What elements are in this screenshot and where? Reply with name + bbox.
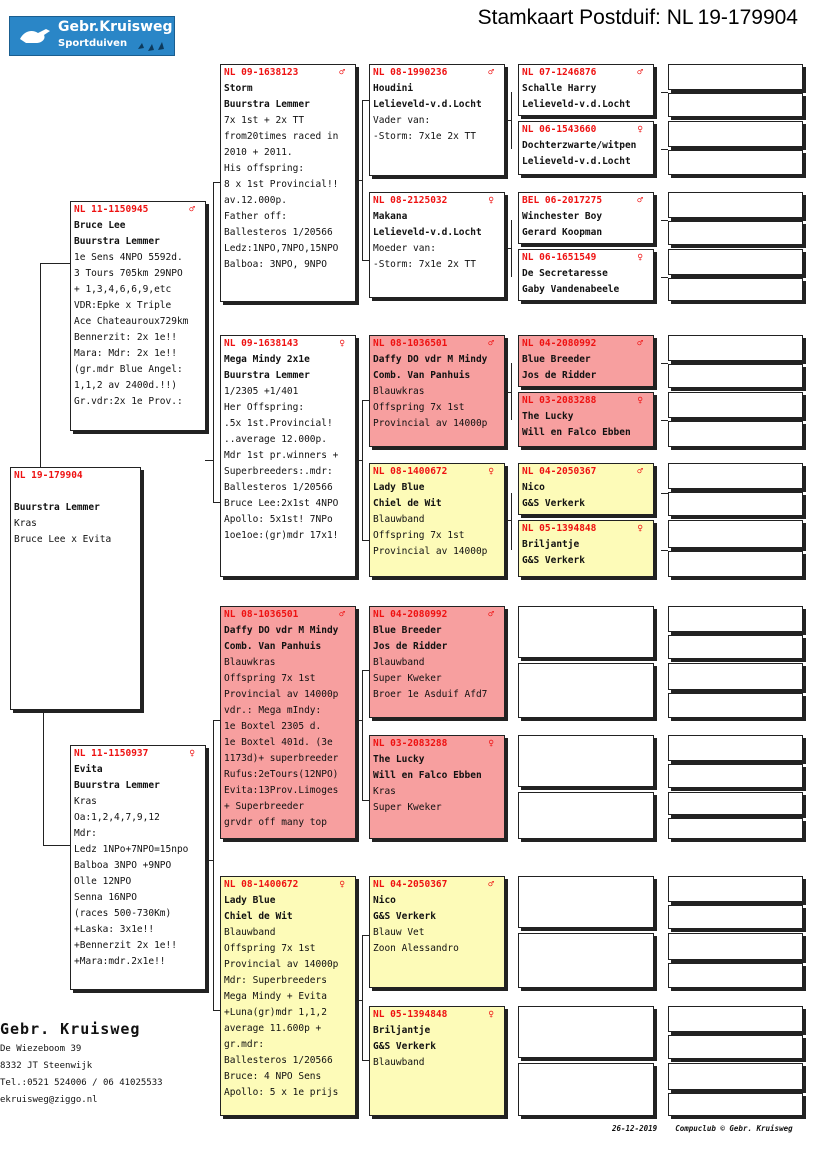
pedigree-card-fmf[interactable] bbox=[369, 335, 505, 447]
owner-name: G&S Verkerk bbox=[373, 1041, 436, 1052]
connector bbox=[511, 220, 512, 277]
info-line: Super Kweker bbox=[373, 673, 442, 684]
ring-number: NL 04-2080992 ♂ bbox=[522, 336, 653, 352]
pigeon-name: Daffy DO vdr M Mindy bbox=[224, 625, 339, 636]
empty-card[interactable] bbox=[668, 463, 803, 489]
pedigree-card-g2[interactable] bbox=[518, 121, 654, 175]
info-line: Vader van: bbox=[373, 115, 431, 126]
owner-block bbox=[0, 1020, 163, 1109]
info-line: Kras bbox=[74, 796, 97, 807]
connector bbox=[362, 670, 363, 800]
empty-card[interactable] bbox=[668, 121, 803, 147]
ring-number: NL 06-1651549 ♀ bbox=[522, 250, 653, 266]
ring-number: NL 04-2050367 ♂ bbox=[522, 464, 653, 480]
info-line: Mdr: bbox=[74, 828, 97, 839]
info-line: Blauwband bbox=[373, 1057, 425, 1068]
ring-number: NL 09-1638143 ♀ bbox=[224, 336, 355, 352]
info-line: Superbreeders:.mdr: bbox=[224, 466, 333, 477]
info-line: (races 500-730Km) bbox=[74, 908, 172, 919]
pedigree-card-mm[interactable] bbox=[220, 876, 356, 1116]
empty-card[interactable] bbox=[668, 64, 803, 90]
owner-name: Will en Falco Ebben bbox=[373, 770, 482, 781]
info-line: Moeder van: bbox=[373, 243, 436, 254]
connector bbox=[355, 720, 362, 721]
pedigree-card-mfm[interactable] bbox=[369, 735, 505, 839]
empty-card[interactable] bbox=[668, 1093, 803, 1116]
ring-number: NL 04-2050367 ♂ bbox=[373, 877, 504, 893]
owner-name: Buurstra Lemmer bbox=[224, 99, 310, 110]
empty-card[interactable] bbox=[668, 551, 803, 577]
connector bbox=[504, 248, 511, 249]
pigeon-name: Houdini bbox=[373, 83, 414, 94]
empty-card[interactable] bbox=[668, 1035, 803, 1059]
pedigree-card-mf[interactable] bbox=[220, 606, 356, 839]
empty-card[interactable] bbox=[668, 278, 803, 301]
info-line: Apollo: 5 x 1e prijs bbox=[224, 1087, 339, 1098]
empty-card[interactable] bbox=[668, 933, 803, 960]
info-line: Kras bbox=[373, 786, 396, 797]
owner-name: Lelieveld-v.d.Locht bbox=[373, 227, 482, 238]
empty-card[interactable] bbox=[518, 1006, 654, 1058]
empty-card[interactable] bbox=[668, 392, 803, 418]
info-line: Kras bbox=[14, 518, 37, 529]
empty-card[interactable] bbox=[518, 663, 654, 718]
connector bbox=[213, 502, 220, 503]
info-line: Senna 16NPO bbox=[74, 892, 137, 903]
owner-name: Comb. Van Panhuis bbox=[373, 370, 471, 381]
connector bbox=[362, 670, 369, 671]
info-line: +Mara:mdr.2x1e!! bbox=[74, 956, 166, 967]
info-line: Olle 12NPO bbox=[74, 876, 132, 887]
female-icon: ♀ bbox=[488, 738, 494, 749]
ring-number: BEL 06-2017275 ♂ bbox=[522, 193, 653, 209]
info-line: Bruce Lee x Evita bbox=[14, 534, 112, 545]
ring-number: NL 03-2083288 ♀ bbox=[373, 736, 504, 752]
connector bbox=[362, 400, 363, 540]
pedigree-card-g5[interactable] bbox=[518, 335, 654, 387]
connector bbox=[661, 92, 668, 93]
ring-number: NL 11-1150945 ♂ bbox=[74, 202, 205, 218]
connector bbox=[661, 420, 668, 421]
empty-card[interactable] bbox=[668, 249, 803, 275]
female-icon: ♀ bbox=[189, 748, 195, 759]
female-icon: ♀ bbox=[339, 879, 345, 890]
ring-number: NL 08-1990236 ♂ bbox=[373, 65, 504, 81]
empty-card[interactable] bbox=[668, 93, 803, 117]
ring-number: NL 08-2125032 ♀ bbox=[373, 193, 504, 209]
pigeon-name: Storm bbox=[224, 83, 253, 94]
info-line: Ledz:1NPO,7NPO,15NPO bbox=[224, 243, 339, 254]
pedigree-card-subject[interactable] bbox=[10, 467, 141, 710]
pedigree-card-ff[interactable] bbox=[220, 64, 356, 302]
info-line: Ballesteros 1/20566 bbox=[224, 227, 333, 238]
empty-card[interactable] bbox=[668, 693, 803, 718]
ring-number: NL 06-1543660 ♀ bbox=[522, 122, 653, 138]
owner-name: Gerard Koopman bbox=[522, 227, 603, 238]
male-icon: ♂ bbox=[339, 609, 345, 620]
empty-card[interactable] bbox=[518, 792, 654, 839]
owner-name: Jos de Ridder bbox=[522, 370, 597, 381]
info-line: Bruce Lee:2x1st 4NPO bbox=[224, 498, 339, 509]
info-line: Provincial av 14000p bbox=[373, 418, 488, 429]
info-line: Ballesteros 1/20566 bbox=[224, 1055, 333, 1066]
connector bbox=[661, 277, 668, 278]
owner-name: Chiel de Wit bbox=[224, 911, 293, 922]
pedigree-card-fmm[interactable] bbox=[369, 463, 505, 577]
pedigree-card-ffm[interactable] bbox=[369, 192, 505, 298]
logo-subtitle: Sportduiven bbox=[58, 38, 128, 49]
pigeon-name: Mega Mindy 2x1e bbox=[224, 354, 310, 365]
owner-name: Buurstra Lemmer bbox=[74, 236, 160, 247]
pigeon-icon bbox=[18, 25, 52, 47]
footer bbox=[612, 1124, 793, 1133]
info-line: 1e Boxtel 401d. (3e bbox=[224, 737, 333, 748]
ring-number: NL 03-2083288 ♀ bbox=[522, 393, 653, 409]
male-icon: ♂ bbox=[488, 67, 494, 78]
info-line: + Superbreeder bbox=[224, 801, 305, 812]
owner-name: G&S Verkerk bbox=[373, 911, 436, 922]
empty-card[interactable] bbox=[668, 221, 803, 245]
info-line: His offspring: bbox=[224, 163, 305, 174]
info-line: Her Offspring: bbox=[224, 402, 305, 413]
pigeon-name: Briljantje bbox=[522, 539, 580, 550]
ring-number: NL 08-1036501 ♂ bbox=[373, 336, 504, 352]
info-line: Bruce: 4 NPO Sens bbox=[224, 1071, 322, 1082]
pigeon-name: Dochterzwarte/witpen bbox=[522, 140, 637, 151]
pedigree-card-mmm[interactable] bbox=[369, 1006, 505, 1116]
info-line: 1173d)+ superbreeder bbox=[224, 753, 339, 764]
pedigree-card-fff[interactable] bbox=[369, 64, 505, 176]
ring-number: NL 08-1400672 ♀ bbox=[224, 877, 355, 893]
info-line: Broer 1e Asduif Afd7 bbox=[373, 689, 488, 700]
owner-name: Buurstra Lemmer bbox=[14, 502, 100, 513]
info-line: Balboa 3NPO +9NPO bbox=[74, 860, 172, 871]
connector bbox=[504, 120, 511, 121]
info-line: +Laska: 3x1e!! bbox=[74, 924, 155, 935]
pigeon-name: Daffy DO vdr M Mindy bbox=[373, 354, 488, 365]
title-prefix: Stamkaart Postduif: NL bbox=[477, 6, 694, 29]
owner-name: Buurstra Lemmer bbox=[74, 780, 160, 791]
pigeon-name: Nico bbox=[373, 895, 396, 906]
info-line: Rufus:2eTours(12NPO) bbox=[224, 769, 339, 780]
owner-name: Lelieveld-v.d.Locht bbox=[522, 156, 631, 167]
empty-card[interactable] bbox=[668, 421, 803, 447]
connector bbox=[504, 520, 511, 521]
empty-card[interactable] bbox=[518, 1063, 654, 1116]
empty-card[interactable] bbox=[668, 635, 803, 659]
female-icon: ♀ bbox=[488, 466, 494, 477]
ring-number: NL 08-1036501 ♂ bbox=[224, 607, 355, 623]
ring-number: NL 19-179904 bbox=[14, 470, 83, 481]
connector bbox=[362, 260, 369, 261]
info-line: +Luna(gr)mdr 1,1,2 bbox=[224, 1007, 327, 1018]
connector bbox=[213, 182, 214, 502]
empty-card[interactable] bbox=[668, 663, 803, 690]
empty-card[interactable] bbox=[668, 1063, 803, 1090]
info-line: 1e Sens 4NPO 5592d. bbox=[74, 252, 183, 263]
phone-line: Tel.:0521 524006 / 06 41025533 bbox=[0, 1078, 163, 1088]
empty-card[interactable] bbox=[668, 764, 803, 788]
connector bbox=[511, 363, 512, 420]
connector bbox=[362, 400, 369, 401]
empty-card[interactable] bbox=[668, 192, 803, 218]
empty-card[interactable] bbox=[518, 933, 654, 988]
female-icon: ♀ bbox=[488, 195, 494, 206]
info-line: Blauwband bbox=[373, 657, 425, 668]
male-icon: ♂ bbox=[637, 195, 643, 206]
club-logo bbox=[9, 16, 175, 56]
female-icon: ♀ bbox=[637, 252, 643, 263]
info-line: Bennerzit: 2x 1e!! bbox=[74, 332, 177, 343]
empty-card[interactable] bbox=[668, 335, 803, 361]
connector bbox=[511, 92, 512, 149]
ring-number: NL 05-1394848 ♀ bbox=[373, 1007, 504, 1023]
info-line: Blauwkras bbox=[373, 386, 425, 397]
connector bbox=[205, 460, 213, 461]
info-line: Mdr: Superbreeders bbox=[224, 975, 327, 986]
connector bbox=[661, 493, 668, 494]
connector bbox=[511, 493, 512, 550]
pigeon-name: The Lucky bbox=[522, 411, 574, 422]
ring-number: NL 08-1400672 ♀ bbox=[373, 464, 504, 480]
empty-card[interactable] bbox=[668, 876, 803, 902]
connector bbox=[43, 845, 70, 846]
connector bbox=[40, 263, 70, 264]
pedigree-card-fm[interactable] bbox=[220, 335, 356, 577]
male-icon: ♂ bbox=[488, 609, 494, 620]
male-icon: ♂ bbox=[488, 338, 494, 349]
connector bbox=[362, 540, 369, 541]
info-line: Mdr 1st pr.winners + bbox=[224, 450, 339, 461]
pigeon-name: Makana bbox=[373, 211, 408, 222]
owner-name: G&S Verkerk bbox=[522, 498, 585, 509]
pedigree-card-g7[interactable] bbox=[518, 463, 654, 515]
owner-name: G&S Verkerk bbox=[522, 555, 585, 566]
info-line: 1oe1oe:(gr)mdr 17x1! bbox=[224, 530, 339, 541]
empty-card[interactable] bbox=[668, 364, 803, 388]
info-line: vdr.: Mega mIndy: bbox=[224, 705, 322, 716]
info-line: 3 Tours 705km 29NPO bbox=[74, 268, 183, 279]
empty-card[interactable] bbox=[668, 1006, 803, 1032]
connector bbox=[40, 263, 41, 468]
pigeon-name: Lady Blue bbox=[373, 482, 425, 493]
info-line: gr.mdr: bbox=[224, 1039, 265, 1050]
empty-card[interactable] bbox=[518, 876, 654, 928]
female-icon: ♀ bbox=[488, 1009, 494, 1020]
info-line: Offspring 7x 1st bbox=[373, 530, 465, 541]
connector bbox=[362, 1060, 369, 1061]
owner-title: Gebr. Kruisweg bbox=[0, 1020, 141, 1038]
info-line: Gr.vdr:2x 1e Prov.: bbox=[74, 396, 183, 407]
empty-card[interactable] bbox=[668, 606, 803, 632]
info-line: Blauwband bbox=[373, 514, 425, 525]
owner-name: Jos de Ridder bbox=[373, 641, 448, 652]
owner-name: Gaby Vandenabeele bbox=[522, 284, 620, 295]
info-line: Apollo: 5x1st! 7NPo bbox=[224, 514, 333, 525]
connector bbox=[213, 1010, 220, 1011]
ring-number: NL 05-1394848 ♀ bbox=[522, 521, 653, 537]
info-line: 1e Boxtel 2305 d. bbox=[224, 721, 322, 732]
pigeon-name: Schalle Harry bbox=[522, 83, 597, 94]
male-icon: ♂ bbox=[637, 338, 643, 349]
pigeon-name: Bruce Lee bbox=[74, 220, 126, 231]
connector bbox=[205, 860, 213, 861]
owner-name: Chiel de Wit bbox=[373, 498, 442, 509]
male-icon: ♂ bbox=[189, 204, 195, 215]
info-line: Blauw Vet bbox=[373, 927, 425, 938]
flock-icon bbox=[136, 39, 168, 53]
info-line: Mega Mindy + Evita bbox=[224, 991, 327, 1002]
ring-number: NL 09-1638123 ♂ bbox=[224, 65, 355, 81]
empty-card[interactable] bbox=[668, 150, 803, 175]
connector bbox=[362, 800, 369, 801]
connector bbox=[362, 100, 369, 101]
ring-number: NL 11-1150937 ♀ bbox=[74, 746, 205, 762]
connector bbox=[43, 710, 44, 845]
connector bbox=[213, 720, 220, 721]
info-line: 2010 + 2011. bbox=[224, 147, 293, 158]
info-line: Evita:13Prov.Limoges bbox=[224, 785, 339, 796]
info-line: Blauwkras bbox=[224, 657, 276, 668]
info-line: Blauwband bbox=[224, 927, 276, 938]
empty-card[interactable] bbox=[668, 520, 803, 548]
owner-name: Buurstra Lemmer bbox=[224, 370, 310, 381]
info-line: Mara: Mdr: 2x 1e!! bbox=[74, 348, 177, 359]
info-line: 7x 1st + 2x TT bbox=[224, 115, 305, 126]
pigeon-name: Nico bbox=[522, 482, 545, 493]
pigeon-name: Winchester Boy bbox=[522, 211, 603, 222]
male-icon: ♂ bbox=[339, 67, 345, 78]
email-line[interactable]: ekruisweg@ziggo.nl bbox=[0, 1095, 98, 1105]
info-line: 1,1,2 av 2400d.!!) bbox=[74, 380, 177, 391]
connector bbox=[213, 720, 214, 1010]
pedigree-card-mff[interactable] bbox=[369, 606, 505, 718]
info-line: av.12.000p. bbox=[224, 195, 287, 206]
connector bbox=[355, 1000, 362, 1001]
info-line: + 1,3,4,6,6,9,etc bbox=[74, 284, 172, 295]
info-line: Offspring 7x 1st bbox=[224, 943, 316, 954]
empty-card[interactable] bbox=[668, 492, 803, 516]
owner-name: Lelieveld-v.d.Locht bbox=[373, 99, 482, 110]
info-line: Father off: bbox=[224, 211, 287, 222]
connector bbox=[661, 220, 668, 221]
male-icon: ♂ bbox=[637, 466, 643, 477]
info-line: 8 x 1st Provincial!! bbox=[224, 179, 339, 190]
title-ring: 19-179904 bbox=[697, 6, 798, 29]
info-line: Super Kweker bbox=[373, 802, 442, 813]
pedigree-card-mmf[interactable] bbox=[369, 876, 505, 988]
info-line: Provincial av 14000p bbox=[373, 546, 488, 557]
info-line: Provincial av 14000p bbox=[224, 689, 339, 700]
info-line: (gr.mdr Blue Angel: bbox=[74, 364, 183, 375]
address-line: De Wiezeboom 39 bbox=[0, 1044, 82, 1054]
pedigree-card-g4[interactable] bbox=[518, 249, 654, 301]
female-icon: ♀ bbox=[339, 338, 345, 349]
info-line: grvdr off many top bbox=[224, 817, 327, 828]
info-line: Offspring 7x 1st bbox=[224, 673, 316, 684]
connector bbox=[213, 182, 220, 183]
info-line: Ace Chateauroux729km bbox=[74, 316, 189, 327]
empty-card[interactable] bbox=[668, 735, 803, 761]
connector bbox=[355, 180, 362, 181]
connector bbox=[661, 149, 668, 150]
info-line: average 11.600p + bbox=[224, 1023, 322, 1034]
info-line: Ledz 1NPo+7NPO=15npo bbox=[74, 844, 189, 855]
pigeon-name: The Lucky bbox=[373, 754, 425, 765]
ring-number: NL 07-1246876 ♂ bbox=[522, 65, 653, 81]
connector bbox=[661, 363, 668, 364]
info-line: Ballesteros 1/20566 bbox=[224, 482, 333, 493]
connector bbox=[661, 550, 668, 551]
pedigree-card-g8[interactable] bbox=[518, 520, 654, 577]
female-icon: ♀ bbox=[637, 124, 643, 135]
logo-name: Gebr.Kruisweg bbox=[58, 19, 173, 35]
pigeon-name: De Secretaresse bbox=[522, 268, 608, 279]
connector bbox=[362, 935, 363, 1060]
info-line: 1/2305 +1/401 bbox=[224, 386, 299, 397]
male-icon: ♂ bbox=[488, 879, 494, 890]
footer-date: 26-12-2019 bbox=[612, 1124, 658, 1133]
info-line: -Storm: 7x1e 2x TT bbox=[373, 259, 476, 270]
owner-name: Lelieveld-v.d.Locht bbox=[522, 99, 631, 110]
info-line: -Storm: 7x1e 2x TT bbox=[373, 131, 476, 142]
pigeon-name: Evita bbox=[74, 764, 103, 775]
female-icon: ♀ bbox=[637, 523, 643, 534]
connector bbox=[355, 460, 362, 461]
info-line: VDR:Epke x Triple bbox=[74, 300, 172, 311]
info-line: +Bennerzit 2x 1e!! bbox=[74, 940, 177, 951]
pedigree-card-g1[interactable] bbox=[518, 64, 654, 116]
info-line: Oa:1,2,4,7,9,12 bbox=[74, 812, 160, 823]
connector bbox=[362, 100, 363, 260]
male-icon: ♂ bbox=[637, 67, 643, 78]
page-title bbox=[474, 6, 798, 30]
empty-card[interactable] bbox=[668, 792, 803, 815]
info-line: ..average 12.000p. bbox=[224, 434, 327, 445]
info-line: .5x 1st.Provincial! bbox=[224, 418, 333, 429]
info-line: Zoon Alessandro bbox=[373, 943, 459, 954]
pedigree-card-father[interactable] bbox=[70, 201, 206, 431]
connector bbox=[362, 935, 369, 936]
owner-name: Comb. Van Panhuis bbox=[224, 641, 322, 652]
ring-number: NL 04-2080992 ♂ bbox=[373, 607, 504, 623]
owner-name: Will en Falco Ebben bbox=[522, 427, 631, 438]
pigeon-name: Briljantje bbox=[373, 1025, 431, 1036]
pedigree-card-g6[interactable] bbox=[518, 392, 654, 447]
pedigree-card-g3[interactable] bbox=[518, 192, 654, 244]
pigeon-name: Blue Breeder bbox=[373, 625, 442, 636]
footer-credit: Compuclub © Gebr. Kruisweg bbox=[675, 1124, 793, 1133]
empty-card[interactable] bbox=[518, 735, 654, 787]
empty-card[interactable] bbox=[668, 818, 803, 839]
pigeon-name: Lady Blue bbox=[224, 895, 276, 906]
pedigree-card-mother[interactable] bbox=[70, 745, 206, 990]
info-line: Offspring 7x 1st bbox=[373, 402, 465, 413]
empty-card[interactable] bbox=[668, 963, 803, 988]
info-line: Provincial av 14000p bbox=[224, 959, 339, 970]
empty-card[interactable] bbox=[518, 606, 654, 658]
postal-line: 8332 JT Steenwijk bbox=[0, 1061, 93, 1071]
connector bbox=[504, 392, 511, 393]
empty-card[interactable] bbox=[668, 905, 803, 929]
info-line: Balboa: 3NPO, 9NPO bbox=[224, 259, 327, 270]
female-icon: ♀ bbox=[637, 395, 643, 406]
pigeon-name: Blue Breeder bbox=[522, 354, 591, 365]
info-line: from20times raced in bbox=[224, 131, 339, 142]
